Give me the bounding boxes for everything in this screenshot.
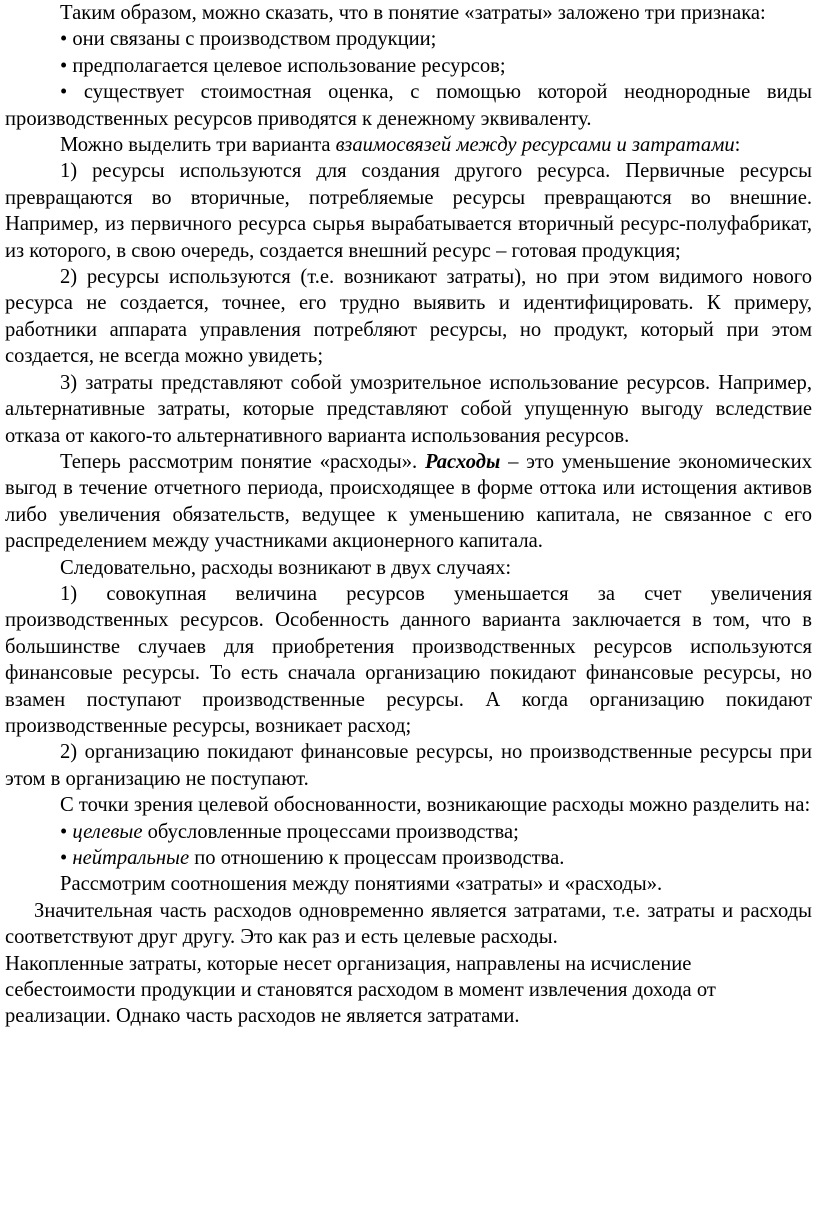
expenses-term: Расходы bbox=[424, 450, 501, 473]
case-item-2: 2) организацию покидают финансовые ресурсы, но производственные ресурсы при этом в организацию не поступают. bbox=[5, 741, 812, 790]
paragraph-two-cases: Следовательно, расходы возникают в двух случаях: bbox=[60, 556, 512, 579]
paragraph-relationship-intro bbox=[5, 132, 812, 158]
paragraph-classification: С точки зрения целевой обоснованности, возникающие расходы можно разделить на: bbox=[60, 794, 811, 817]
targeted-expenses-text: обусловленные процессами производства; bbox=[142, 820, 519, 843]
paragraph-accumulated-costs: Накопленные затраты, которые несет организация, направлены на исчисление себестоимости продукции и становятся расходом в момент извлечения дохода от реализации. Однако часть расходов не является затратами. bbox=[5, 952, 716, 1028]
neutral-expenses-text: по отношению к процессам производства. bbox=[189, 847, 565, 869]
relationship-intro-emphasis: взаимосвязей между ресурсами и затратами bbox=[335, 134, 735, 157]
bullet-mark: • bbox=[60, 820, 73, 843]
relationship-intro-colon: : bbox=[734, 134, 741, 157]
relationship-intro-text: Можно выделить три варианта bbox=[60, 134, 336, 157]
numbered-item-2: 2) ресурсы используются (т.е. возникают затраты), но при этом видимого нового ресурса не создается, точнее, его трудно выявить и идентифицировать. К примеру, работники аппарата управления потребляют ресурсы, но продукт, который при этом создается, не всегда можно увидеть; bbox=[5, 266, 812, 368]
targeted-expenses-term: целевые bbox=[72, 820, 143, 843]
neutral-expenses-term: нейтральные bbox=[72, 847, 190, 869]
expenses-definition-body: – это уменьшение экономических выгод в течение отчетного периода, происходящее в форме оттока или истощения активов либо увеличения обязательств, ведущее к уменьшению капитала, не связанное с его распределением между участниками акционерного капитала. bbox=[5, 450, 812, 553]
bullet-cost-valuation: • существует стоимостная оценка, с помощью которой неоднородные виды производственных ресурсов приводятся к денежному эквиваленту. bbox=[5, 81, 812, 130]
bullet-targeted-use: • предполагается целевое использование ресурсов; bbox=[60, 54, 506, 77]
bullet-neutral-expenses bbox=[5, 845, 812, 871]
numbered-item-3: 3) затраты представляют собой умозрительное использование ресурсов. Например, альтернативные затраты, которые представляют собой упущенную выгоду вследствие отказа от какого-то альтернативного варианта использования ресурсов. bbox=[5, 371, 812, 447]
paragraph-significant-part: Значительная часть расходов одновременно является затратами, т.е. затраты и расходы соответствуют друг другу. Это как раз и есть целевые расходы. bbox=[5, 899, 812, 949]
paragraph-cost-signs-intro: Таким образом, можно сказать, что в понятие «затраты» заложено три признака: bbox=[60, 2, 766, 24]
case-item-1: 1) совокупная величина ресурсов уменьшается за счет увеличения производственных ресурсов. Особенность данного варианта заключается в том, что в большинстве случаев для приобретения производственных ресурсов используются финансовые ресурсы. То есть сначала организацию покидают финансовые ресурсы, но взамен поступают производственные ресурсы. А когда организацию покидают производственные ресурсы, возникает расход; bbox=[5, 582, 812, 737]
paragraph-expenses-definition bbox=[5, 449, 812, 555]
paragraph-relation-costs-expenses: Рассмотрим соотношения между понятиями «затраты» и «расходы». bbox=[60, 873, 663, 896]
bullet-targeted-expenses bbox=[5, 819, 812, 845]
numbered-item-1: 1) ресурсы используются для создания другого ресурса. Первичные ресурсы превращаются во вторичные, потребляемые ресурсы превращаются во внешние. Например, из первичного ресурса сырья вырабатывается вторичный ресурс-полуфабрикат, из которого, в свою очередь, создается внешний ресурс – готовая продукция; bbox=[5, 160, 812, 262]
expenses-definition-lead: Теперь рассмотрим понятие «расходы». bbox=[60, 450, 425, 473]
bullet-production-link: • они связаны с производством продукции; bbox=[60, 28, 437, 51]
bullet-mark: • bbox=[60, 847, 73, 869]
